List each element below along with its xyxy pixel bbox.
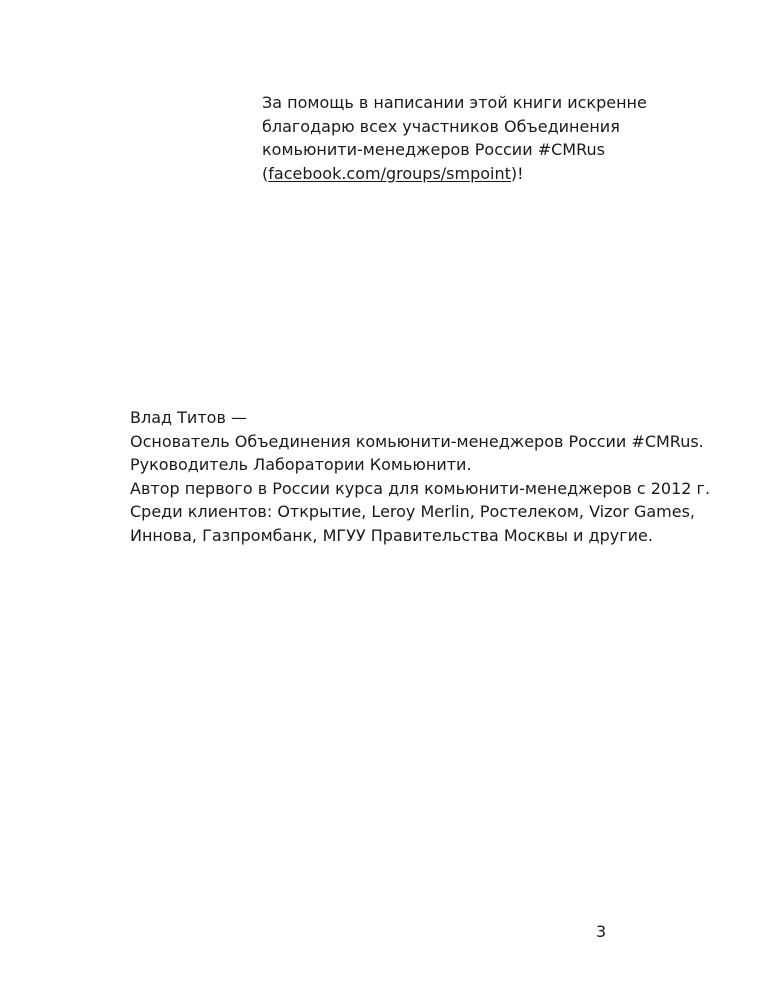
author-bio: [130, 406, 730, 547]
dedication-line: благодарю всех участников Объединения: [262, 116, 620, 136]
dedication-line: комьюнити-менеджеров России #CMRus: [262, 140, 605, 159]
link-open-paren: (: [262, 163, 269, 183]
page-number: 3: [596, 922, 607, 941]
dedication-link-line: [262, 162, 682, 186]
facebook-group-link[interactable]: facebook.com/groups/smpoint: [268, 163, 511, 183]
bio-line: Руководитель Лаборатории Комьюнити.: [130, 455, 472, 474]
link-close-paren: )!: [510, 163, 524, 183]
bio-line: Основатель Объединения комьюнити-менеджеров России #CMRus.: [130, 431, 704, 451]
bio-line: Иннова, Газпромбанк, МГУУ Правительства Москвы и другие.: [130, 525, 653, 545]
bio-line: Среди клиентов: Открытие, Leroy Merlin, Ростелеком, Vizor Games,: [130, 502, 696, 521]
bio-line: Автор первого в России курса для комьюнити-менеджеров с 2012 г.: [130, 478, 711, 498]
author-name: Влад Титов —: [130, 408, 247, 427]
dedication-line: За помощь в написании этой книги искренне: [262, 93, 647, 112]
dedication-text: [262, 91, 682, 185]
